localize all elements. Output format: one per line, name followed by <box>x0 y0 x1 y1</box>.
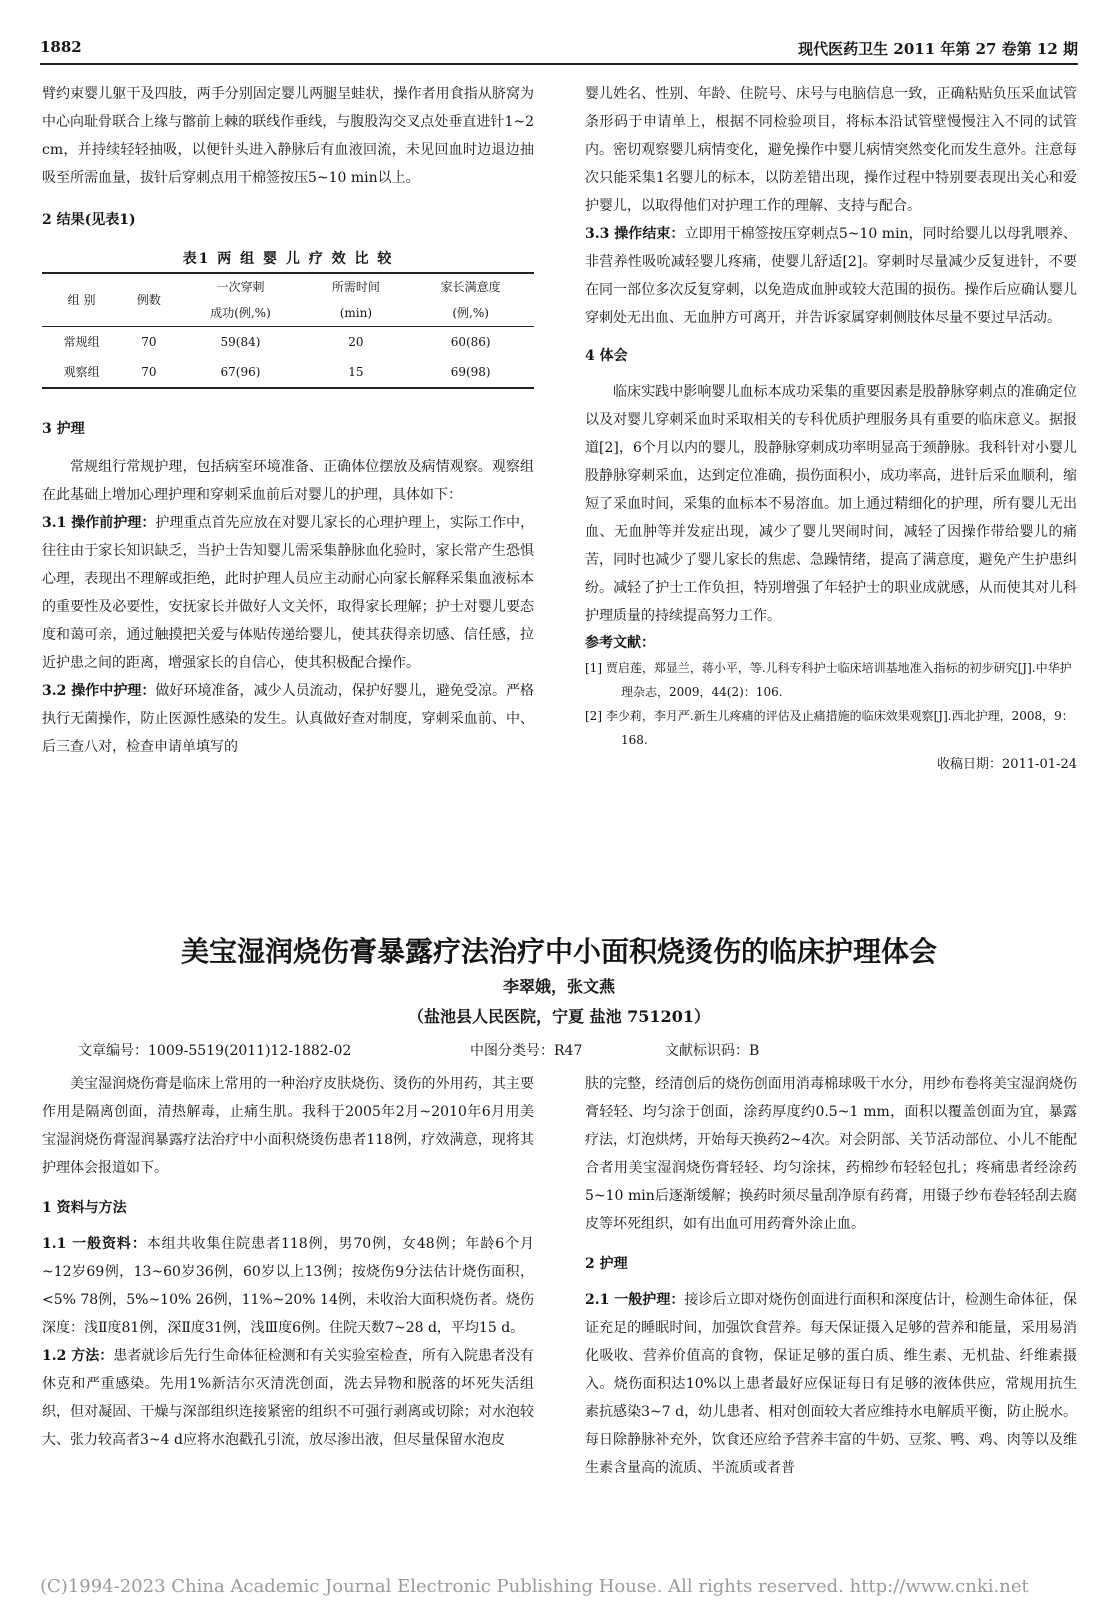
article2-right-column <box>585 1070 1077 1482</box>
nursing-heading: 3 护理 <box>42 421 85 437</box>
table-header-time-line1: 所需时间 <box>304 273 407 300</box>
section-2-1-heading: 2.1 一般护理： <box>585 1292 685 1308</box>
section-3-1 <box>42 509 534 677</box>
table-cell: 70 <box>121 357 176 388</box>
method-continuation-paragraph: 臂约束婴儿躯干及四肢，两手分别固定婴儿两腿呈蛙状，操作者用食指从脐窝为中心向耻骨联合上缘与髂前上棘的联线作垂线，与腹股沟交叉点处垂直进针1~2 cm，并持续轻轻抽吸，以便针头进入静脉后有血液回流，未见回血时边退边抽吸至所需血量，拔针后穿刺点用干棉签按压5~10 min以上。 <box>42 86 534 186</box>
received-date: 收稿日期：2011-01-24 <box>937 757 1077 772</box>
section-3-1-text: 护理重点首先应放在对婴儿家长的心理护理上，实际工作中，往往由于家长知识缺乏，当护士告知婴儿需采集静脉血化验时，家长常产生恐惧心理，表现出不理解或拒绝，此时护理人员应主动耐心向家长解释采集血液标本的重要性及必要性，安抚家长并做好人文关怀，取得家长理解；护士对婴儿要态度和蔼可亲，通过触摸把关爱与体贴传递给婴儿，使其获得亲切感、信任感，拉近护患之间的距离，增强家长的自信心，使其积极配合操作。 <box>42 515 535 671</box>
article2-nursing-heading: 2 护理 <box>585 1256 628 1272</box>
article2-authors: 李翠娥，张文燕 <box>502 977 615 996</box>
page-header <box>40 38 1078 62</box>
table-cell: 常规组 <box>63 335 100 349</box>
article1-left-column <box>42 80 534 761</box>
classification-number: 中图分类号：R47 <box>470 1043 583 1059</box>
table-header-group: 组 别 <box>42 273 121 327</box>
table-header-satisfaction-line1: 家长满意度 <box>407 273 534 300</box>
table-cell: 70 <box>141 335 157 349</box>
table-cell: 15 <box>304 357 407 388</box>
article2-left-column <box>42 1070 534 1454</box>
results-heading: 2 结果(见表1) <box>42 212 136 228</box>
article2-affiliation: （盐池县人民医院，宁夏 盐池 751201） <box>408 1007 710 1026</box>
section-3-2 <box>42 677 534 761</box>
document-code: 文献标识码：B <box>665 1043 760 1059</box>
section-2-1 <box>585 1286 1077 1482</box>
table-row <box>42 327 534 358</box>
table-header-count: 例数 <box>121 273 176 327</box>
table-row <box>42 357 534 388</box>
table-header-time-line2: (min) <box>304 300 407 327</box>
article1-right-column <box>585 80 1077 778</box>
article2-intro-paragraph: 美宝湿润烧伤膏是临床上常用的一种治疗皮肤烧伤、烫伤的外用药，其主要作用是隔离创面，清热解毒，止痛生肌。我科于2005年2月~2010年6月用美宝湿润烧伤膏湿润暴露疗法治疗中小面积烧烫伤患者118例，疗效满意，现将其护理体会报道如下。 <box>42 1076 534 1176</box>
materials-heading: 1 资料与方法 <box>42 1200 127 1216</box>
experience-paragraph: 临床实践中影响婴儿血标本成功采集的重要因素是股静脉穿刺点的准确定位以及对婴儿穿刺采血时采取相关的专科优质护理服务具有重要的临床意义。据报道[2]，6个月以内的婴儿，股静脉穿刺成功率明显高于颈静脉。我科针对小婴儿股静脉穿刺采血，达到定位准确，损伤面积小，成功率高，进针后采血顺利，缩短了采血时间，采集的血标本不易溶血。加上通过精细化的护理，所有婴儿无出血、无血肿等并发症出现，减少了婴儿哭闹时间，减轻了因操作带给婴儿的痛苦，同时也减少了婴儿家长的焦虑、急躁情绪，提高了满意度，避免产生护患纠纷。减轻了护士工作负担，特别增强了年轻护士的职业成就感，从而使其对儿科护理质量的持续提高努力工作。 <box>585 384 1077 624</box>
table-header-satisfaction-line2: (例,%) <box>407 300 534 327</box>
table-header-success-line1: 一次穿刺 <box>177 273 305 300</box>
section-1-2-heading: 1.2 方法： <box>42 1348 114 1364</box>
table-cell: 观察组 <box>42 357 121 388</box>
section-3-3-heading: 3.3 操作结束： <box>585 226 685 242</box>
section-1-1-heading: 1.1 一般资料： <box>42 1236 147 1252</box>
table-cell: 67(96) <box>177 357 305 388</box>
references-heading: 参考文献： <box>585 635 655 651</box>
table1-grid <box>42 272 534 389</box>
nursing-paragraph: 常规组行常规护理，包括病室环境准备、正确体位摆放及病情观察。观察组在此基础上增加心理护理和穿刺采血前后对婴儿的护理，具体如下： <box>42 459 534 503</box>
operation-continuation-paragraph: 婴儿姓名、性别、年龄、住院号、床号与电脑信息一致，正确粘贴负压采血试管条形码于申请单上，根据不同检验项目，将标本沿试管壁慢慢注入不同的试管内。密切观察婴儿病情变化，避免操作中婴儿病情突然变化而发生意外。注意每次只能采集1名婴儿的标本，以防差错出现，操作过程中特别要表现出关心和爱护婴儿，以取得他们对护理工作的理解、支持与配合。 <box>585 86 1077 214</box>
table-cell: 69(98) <box>407 357 534 388</box>
table-header-success-line2: 成功(例,%) <box>177 300 305 327</box>
article2-title: 美宝湿润烧伤膏暴露疗法治疗中小面积烧烫伤的临床护理体会 <box>180 935 937 968</box>
copyright-footer: (C)1994-2023 China Academic Journal Electronic Publishing House. All rights reserved. http://www.cnki.net <box>40 1576 1029 1597</box>
page-number: 1882 <box>40 38 82 56</box>
table-cell: 20 <box>348 335 364 349</box>
table1 <box>42 246 534 389</box>
section-3-3 <box>585 220 1077 332</box>
section-3-1-heading: 3.1 操作前护理： <box>42 515 156 531</box>
section-2-1-text: 接诊后立即对烧伤创面进行面积和深度估计，检测生命体征，保证充足的睡眠时间，加强饮食营养。每天保证摄入足够的营养和能量，采用易消化吸收、营养价值高的食物，保证足够的蛋白质、维生素、无机盐、纤维素摄入。烧伤面积达10%以上患者最好应保证每日有足够的液体供应，常规用抗生素抗感染3~7 d，幼儿患者、相对创面较大者应维持水电解质平衡，防止脱水。每日除静脉补充外，饮食还应给予营养丰富的牛奶、豆浆、鸭、鸡、肉等以及维生素含量高的流质、半流质或者普 <box>585 1292 1077 1476</box>
section-3-3-text: 立即用干棉签按压穿刺点5~10 min，同时给婴儿以母乳喂养、非营养性吸吮减轻婴儿疼痛，使婴儿舒适[2]。穿刺时尽量减少反复进针，不要在同一部位多次反复穿刺，以免造成血肿或较大范围的损伤。操作后应确认婴儿穿刺处无出血、无血肿方可离开，并告诉家属穿刺侧肢体尽量不要过早活动。 <box>585 226 1077 326</box>
section-3-2-heading: 3.2 操作中护理： <box>42 683 156 699</box>
table-cell: 60(86) <box>450 335 491 349</box>
section-3-2-text: 做好环境准备，减少人员流动，保护好婴儿，避免受凉。严格执行无菌操作，防止医源性感染的发生。认真做好查对制度，穿刺采血前、中、后三查八对，检查申请单填写的 <box>42 683 535 755</box>
reference-1: [1] 贾启莲，郑显兰，蒋小平，等.儿科专科护士临床培训基地准入指标的初步研究[J].中华护理杂志，2009，44(2)：106. <box>585 661 1072 699</box>
table1-caption: 表1 两 组 婴 儿 疗 效 比 较 <box>182 251 394 267</box>
experience-heading: 4 体会 <box>585 348 628 364</box>
table-cell: 59(84) <box>220 335 261 349</box>
section-1-2 <box>42 1342 534 1454</box>
section-1-1 <box>42 1230 534 1342</box>
journal-info: 现代医药卫生 2011 年第 27 卷第 12 期 <box>798 40 1078 58</box>
article-number: 文章编号：1009-5519(2011)12-1882-02 <box>78 1043 352 1059</box>
header-rule <box>40 63 1078 65</box>
section-1-1-text: 本组共收集住院患者118例，男70例，女48例；年龄6个月~12岁69例，13~60岁36例，60岁以上13例；按烧伤9分法估计烧伤面积，<5% 78例，5%~10% 26例，11%~20% 14例，未收治大面积烧伤者。烧伤深度：浅Ⅱ度81例，深Ⅱ度31例，浅Ⅲ度6例。住院天数7~28 d，平均15 d。 <box>42 1236 534 1336</box>
method-continuation-paragraph-2: 肤的完整，经清创后的烧伤创面用消毒棉球吸干水分，用纱布卷将美宝湿润烧伤膏轻轻、均匀涂于创面，涂药厚度约0.5~1 mm，面积以覆盖创面为宜，暴露疗法，灯泡烘烤，开始每天换药2~4次。对会阴部、关节活动部位、小儿不能配合者用美宝湿润烧伤膏轻轻、均匀涂抹，药棉纱布轻轻包扎；疼痛患者经涂药5~10 min后逐渐缓解；换药时须尽量刮净原有药膏，用镊子纱布卷轻轻刮去腐皮等坏死组织，如有出血可用药膏外涂止血。 <box>585 1076 1077 1232</box>
section-1-2-text: 患者就诊后先行生命体征检测和有关实验室检查，所有入院患者没有休克和严重感染。先用1%新洁尔灭清洗创面，洗去异物和脱落的坏死失活组织，但对凝固、干燥与深部组织连接紧密的组织不可强行剥离或切除；对水泡较大、张力较高者3~4 d应将水泡戳孔引流，放尽渗出液，但尽量保留水泡皮 <box>42 1348 534 1448</box>
reference-2: [2] 李少莉，李月严.新生儿疼痛的评估及止痛措施的临床效果观察[J].西北护理，2008，9：168. <box>585 709 1074 747</box>
